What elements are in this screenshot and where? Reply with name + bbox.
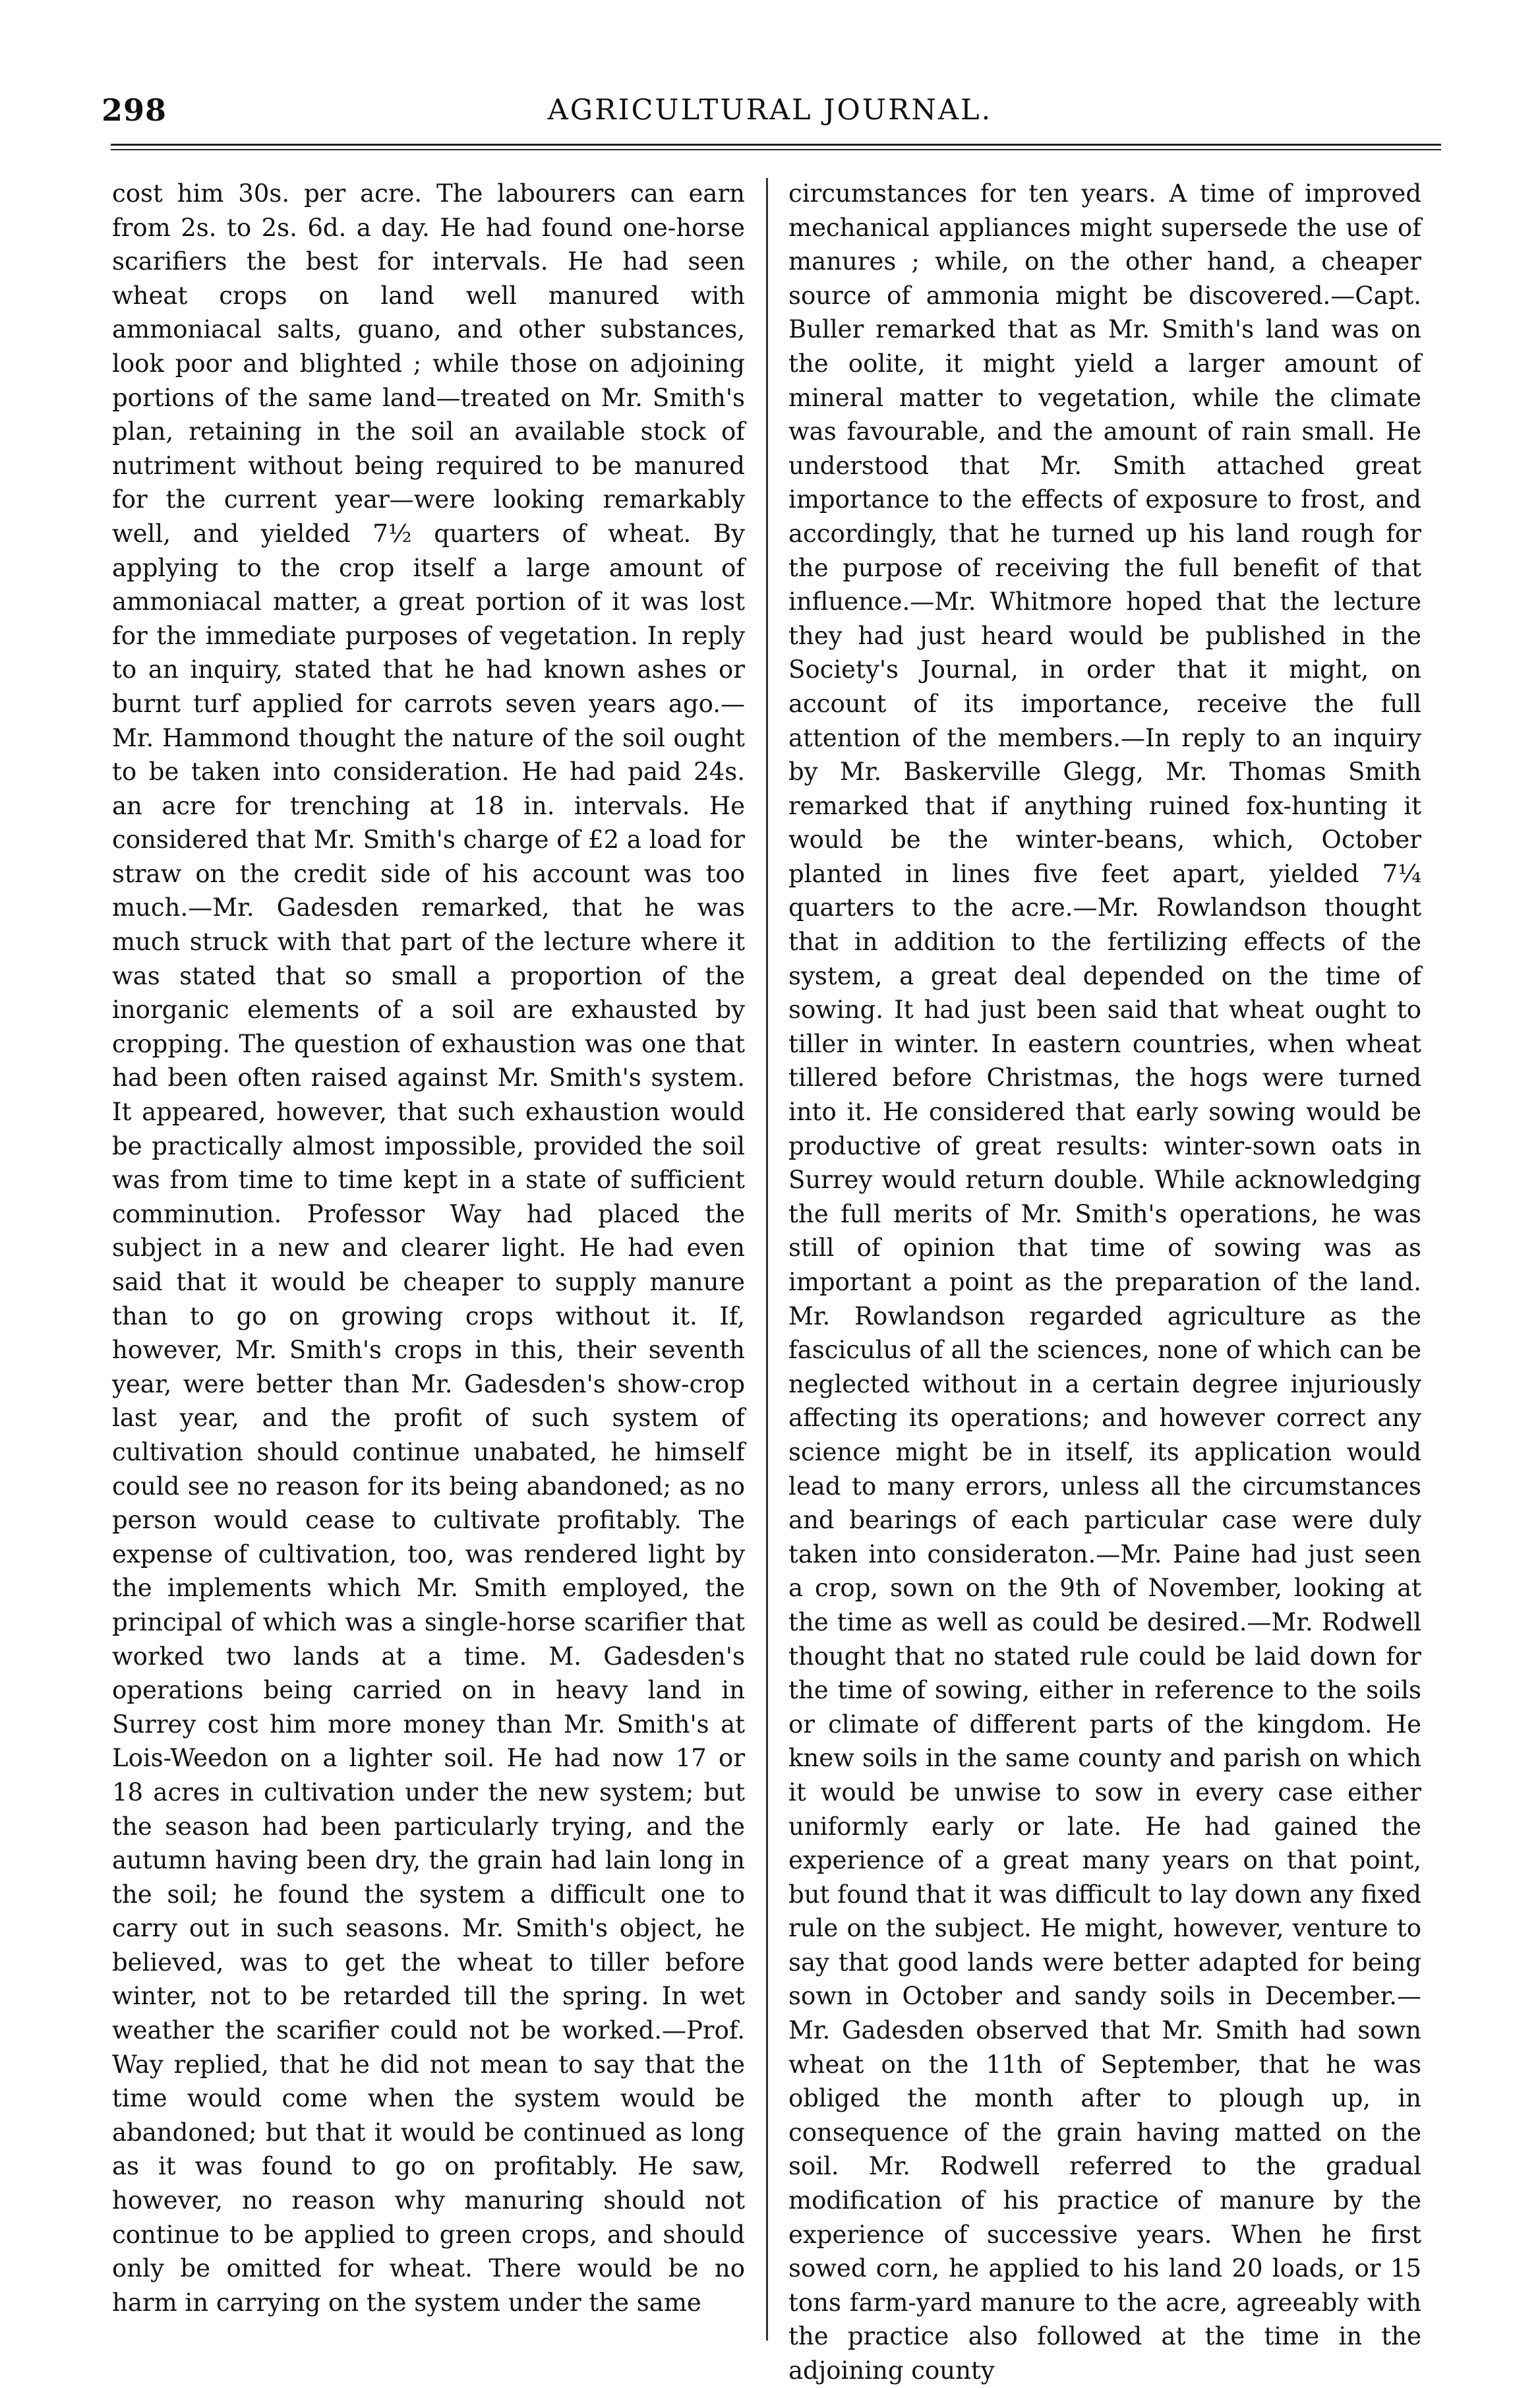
right-column-text: circumstances for ten years. A time of improved mechanical appliances might supersede the use of manures ; while, on the other hand, a cheaper source of ammonia might be discovered.—Capt. Buller remarked that as Mr. Smith's land was on the oolite, it might yield a larger amount of mineral matter to vegetation, while the climate was favourable, and the amount of rain small. He understood that Mr. Smith attached great importance to the effects of exposure to frost, and accordingly, that he turned up his land rough for the purpose of receiving the full benefit of that influence.—Mr. Whitmore hoped that the lecture they had just heard would be published in the Society's Journal, in order that it might, on account of its importance, receive the full attention of the members.—In reply to an inquiry by Mr. Baskerville Glegg, Mr. Thomas Smith remarked that if anything ruined fox-hunting it would be the winter-beans, which, October planted in lines five feet apart, yielded 7¼ quarters to the acre.—Mr. Rowlandson thought that in addition to the fertilizing effects of the system, a great deal depended on the time of sowing. It had just been said that wheat ought to tiller in winter. In eastern countries, when wheat tillered before Christmas, the hogs were turned into it. He considered that early sowing would be productive of great results: winter-sown oats in Surrey would return double. While acknowledging the full merits of Mr. Smith's operations, he was still of opinion that time of sowing was as important a point as the preparation of the land. Mr. Rowlandson regarded agriculture as the fasciculus of all the sciences, none of which can be neglected without in a certain degree injuriously affecting its operations; and however correct any science might be in itself, its application would lead to many errors, unless all the circumstances and bearings of each particular case were duly taken into consideraton.—Mr. Paine had just seen a crop, sown on the 9th of November, looking at the time as well as could be desired.—Mr. Rodwell thought that no stated rule could be laid down for the time of sowing, either in reference to the soils or climate of different parts of the kingdom. He knew soils in the same county and parish on which it would be unwise to sow in every case either uniformly early or late. He had gained the experience of a great many years on that point, but found that it was difficult to lay down any fixed rule on the subject. He might, however, venture to say that good lands were better adapted for being sown in October and sandy soils in December.—Mr. Gadesden observed that Mr. Smith had sown wheat on the 11th of September, that he was obliged the month after to plough up, in consequence of the grain having matted on the soil. Mr. Rodwell referred to the gradual modification of his practice of manure by the experience of successive years. When he first sowed corn, he applied to his land 20 loads, or 15 tons farm-yard manure to the acre, agreeably with the practice also followed at the time in the adjoining county [788, 179, 1421, 2385]
page-number: 298 [102, 92, 167, 128]
header-rule-thin [111, 149, 1441, 150]
left-column-text: cost him 30s. per acre. The labourers can earn from 2s. to 2s. 6d. a day. He had found one-horse scarifiers the best for intervals. He had seen wheat crops on land well manured with ammoniacal salts, guano, and other substances, look poor and blighted ; while those on adjoining portions of the same land—treated on Mr. Smith's plan, retaining in the soil an available stock of nutriment without being required to be manured for the current year—were looking remarkably well, and yielded 7½ quarters of wheat. By applying to the crop itself a large amount of ammoniacal matter, a great portion of it was lost for the immediate purposes of vegetation. In reply to an inquiry, stated that he had known ashes or burnt turf applied for carrots seven years ago.—Mr. Hammond thought the nature of the soil ought to be taken into consideration. He had paid 24s. an acre for trenching at 18 in. intervals. He considered that Mr. Smith's charge of £2 a load for straw on the credit side of his account was too much.—Mr. Gadesden remarked, that he was much struck with that part of the lecture where it was stated that so small a proportion of the inorganic elements of a soil are exhausted by cropping. The question of exhaustion was one that had been often raised against Mr. Smith's system. It appeared, however, that such exhaustion would be practically almost impossible, provided the soil was from time to time kept in a state of sufficient comminution. Professor Way had placed the subject in a new and clearer light. He had even said that it would be cheaper to supply manure than to go on growing crops without it. If, however, Mr. Smith's crops in this, their seventh year, were better than Mr. Gadesden's show-crop last year, and the profit of such system of cultivation should continue unabated, he himself could see no reason for its being abandoned; as no person would cease to cultivate profitably. The expense of cultivation, too, was rendered light by the implements which Mr. Smith employed, the principal of which was a single-horse scarifier that worked two lands at a time. M. Gadesden's operations being carried on in heavy land in Surrey cost him more money than Mr. Smith's at Lois-Weedon on a lighter soil. He had now 17 or 18 acres in cultivation under the new system; but the season had been particularly trying, and the autumn having been dry, the grain had lain long in the soil; he found the system a difficult one to carry out in such seasons. Mr. Smith's object, he believed, was to get the wheat to tiller before winter, not to be retarded till the spring. In wet weather the scarifier could not be worked.—Prof. Way replied, that he did not mean to say that the time would come when the system would be abandoned; but that it would be continued as long as it was found to go on profitably. He saw, however, no reason why manuring should not continue to be applied to green crops, and should only be omitted for wheat. There would be no harm in carrying on the system under the same [112, 179, 745, 2317]
running-title: AGRICULTURAL JOURNAL. [547, 94, 993, 127]
left-column [112, 177, 745, 2346]
header-rule [111, 144, 1441, 146]
right-column [788, 177, 1421, 2385]
column-divider [766, 178, 768, 2341]
